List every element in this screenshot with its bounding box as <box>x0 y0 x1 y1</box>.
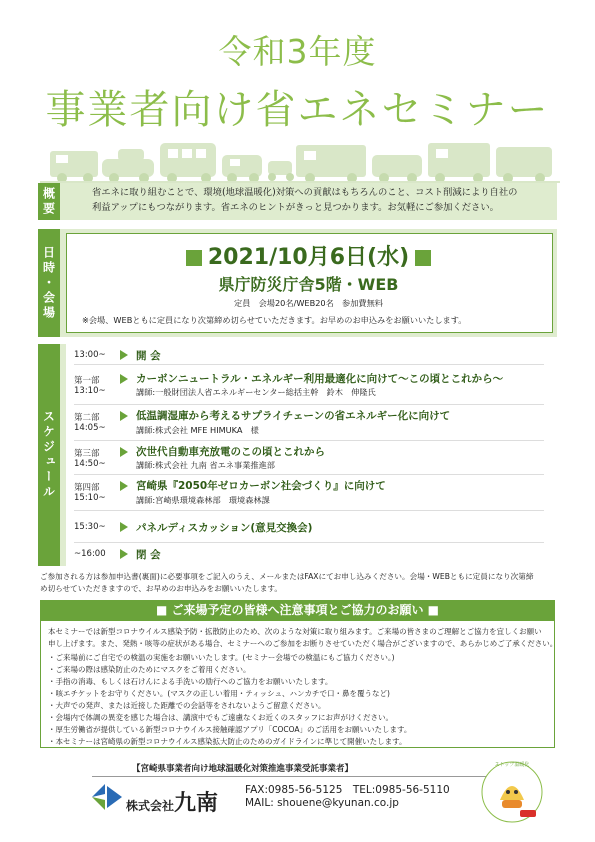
schedule-row-part1 <box>74 366 544 405</box>
footer-mail: MAIL: shouene@kyunan.co.jp <box>245 797 399 809</box>
schedule-lecturer: 講師:宮崎県環境森林部 環境森林課 <box>136 495 270 505</box>
schedule-part: 第二部 <box>74 413 100 423</box>
schedule-lecturer: 講師:株式会社 MFE HIMUKA 様 <box>136 425 259 435</box>
schedule-row-open <box>74 346 544 365</box>
play-arrow-icon <box>120 350 128 360</box>
play-arrow-icon <box>120 447 128 457</box>
schedule-time: 15:30~ <box>74 522 106 532</box>
schedule-title: 開 会 <box>136 350 161 362</box>
company-name <box>126 786 218 817</box>
application-note-2: め切らせていただきますので、お早めのお申込みをお願いいたします。 <box>40 584 283 593</box>
notice-bullet: ・会場内で体調の異変を感じた場合は、講演中でもご遠慮なくお近くのスタッフにお声がけください。 <box>48 713 393 722</box>
event-date-text: 2021/10月6日(水) <box>207 245 410 270</box>
date-square-right-icon <box>415 250 431 266</box>
schedule-row-close <box>74 544 544 564</box>
schedule-part: 第一部 <box>74 376 100 386</box>
schedule-part: 第三部 <box>74 449 100 459</box>
notice-heading: ■ ご来場予定の皆様へ注意事項とご協力のお願い ■ <box>40 600 555 620</box>
notice-bullet: ・咳エチケットをお守りください。(マスクの正しい着用・ティッシュ、ハンカチで口・鼻を覆うなど) <box>48 689 390 698</box>
company-prefix: 株式会社 <box>126 799 175 813</box>
datetime-label: 日時・会場 <box>38 229 60 337</box>
schedule-lecturer: 講師:株式会社 九南 省エネ事業推進部 <box>136 460 275 470</box>
play-arrow-icon <box>120 549 128 559</box>
overview-text-1: 省エネに取り組むことで、環境(地球温暖化)対策への貢献はもちろんのこと、コスト削減により自社の <box>92 187 518 198</box>
application-note-1: ご参加される方は参加申込書(裏面)に必要事項をご記入のうえ、メールまたはFAXにてお申し込みください。会場・WEBともに定員になり次第締 <box>40 572 534 581</box>
schedule-time: 15:10~ <box>74 493 106 503</box>
event-date <box>66 240 551 271</box>
play-arrow-icon <box>120 374 128 384</box>
schedule-lecturer: 講師:一般財団法人省エネルギーセンター総括主幹 鈴木 伸隆氏 <box>136 387 376 397</box>
schedule-title: 宮崎県『2050年ゼロカーボン社会づくり』に向けて <box>136 480 386 492</box>
notice-bullet: ・厚生労働省が提供している新型コロナウイルス接触確認アプリ「COCOA」のご活用をお願いいたします。 <box>48 725 412 734</box>
event-note: ※会場、WEBともに定員になり次第締め切らせていただきます。お早めのお申込みをお願いいたします。 <box>82 315 467 325</box>
notice-intro-2: 申し上げます。また、発熱・咳等の症状がある場合、セミナーへのご参加をお断りさせていただく場合がございますので、あらかじめご了承ください。 <box>48 639 558 648</box>
schedule-time: 14:50~ <box>74 459 106 469</box>
overview-label: 概要 <box>38 183 60 220</box>
play-arrow-icon <box>120 481 128 491</box>
title-seminar: 事業者向け省エネセミナー <box>45 87 550 133</box>
notice-bullet: ・手指の消毒、もしくは石けんによる手洗いの励行へのご協力をお願いいたします。 <box>48 677 333 686</box>
play-arrow-icon <box>120 411 128 421</box>
schedule-part: 第四部 <box>74 483 100 493</box>
schedule-row-part3 <box>74 442 544 475</box>
schedule-title: 低温調湿庫から考えるサプライチェーンの省エネルギー化に向けて <box>136 410 451 422</box>
footer-underline <box>92 776 494 777</box>
schedule-row-panel <box>74 512 544 543</box>
schedule-row-part4 <box>74 476 544 511</box>
schedule-row-part2 <box>74 406 544 441</box>
date-square-left-icon <box>186 250 202 266</box>
event-venue: 県庁防災庁舎5階・WEB <box>218 275 399 294</box>
schedule-time: ~16:00 <box>74 549 106 559</box>
notice-bullet: ・ご来場の際は感染防止のためにマスクをご着用ください。 <box>48 665 251 674</box>
kyunan-logo-icon <box>92 784 122 810</box>
company-main-name: 九南 <box>174 791 219 816</box>
footer-heading: 【宮崎県事業者向け地球温暖化対策推進事業受託事業者】 <box>132 764 354 774</box>
title-year: 令和3年度 <box>218 32 377 71</box>
mascot-badge <box>480 760 544 824</box>
mascot-icon <box>480 760 544 824</box>
overview-text-2: 利益アップにもつながります。省エネのヒントがきっと見つかります。お気軽にご参加ください。 <box>92 202 499 213</box>
event-capacity: 定員 会場20名/WEB20名 参加費無料 <box>234 298 383 308</box>
notice-bullet: ・本セミナーは宮崎県の新型コロナウイルス感染拡大防止のためのガイドラインに準じて開催いたします。 <box>48 737 407 746</box>
notice-bullet: ・大声での発声、または近接した距離での会話等をされないようご留意ください。 <box>48 701 326 710</box>
schedule-title: カーボンニュートラル・エネルギー利用最適化に向けて～この頃とこれから～ <box>136 373 504 385</box>
notice-intro-1: 本セミナーでは新型コロナウイルス感染予防・拡散防止のため、次のような対策に取り組みます。ご来場の皆さまのご理解とご協力を宜しくお願い <box>48 627 542 636</box>
schedule-time: 13:00~ <box>74 350 106 360</box>
schedule-title: 次世代自動車充放電のこの頃とこれから <box>136 446 325 458</box>
schedule-time: 13:10~ <box>74 386 106 396</box>
footer-fax-tel: FAX:0985-56-5125 TEL:0985-56-5110 <box>245 784 450 796</box>
play-arrow-icon <box>120 522 128 532</box>
vehicles-illustration <box>40 137 560 183</box>
notice-bullet: ・ご来場前にご自宅での検温の実施をお願いいたします。(セミナー会場での検温にもご協力ください。) <box>48 653 395 662</box>
schedule-label: スケジュール <box>38 344 60 566</box>
schedule-time: 14:05~ <box>74 423 106 433</box>
mascot-text: ストップ温暖化 <box>494 762 530 768</box>
schedule-title: 閉 会 <box>136 549 161 561</box>
schedule-title: パネルディスカッション(意見交換会) <box>136 522 313 534</box>
